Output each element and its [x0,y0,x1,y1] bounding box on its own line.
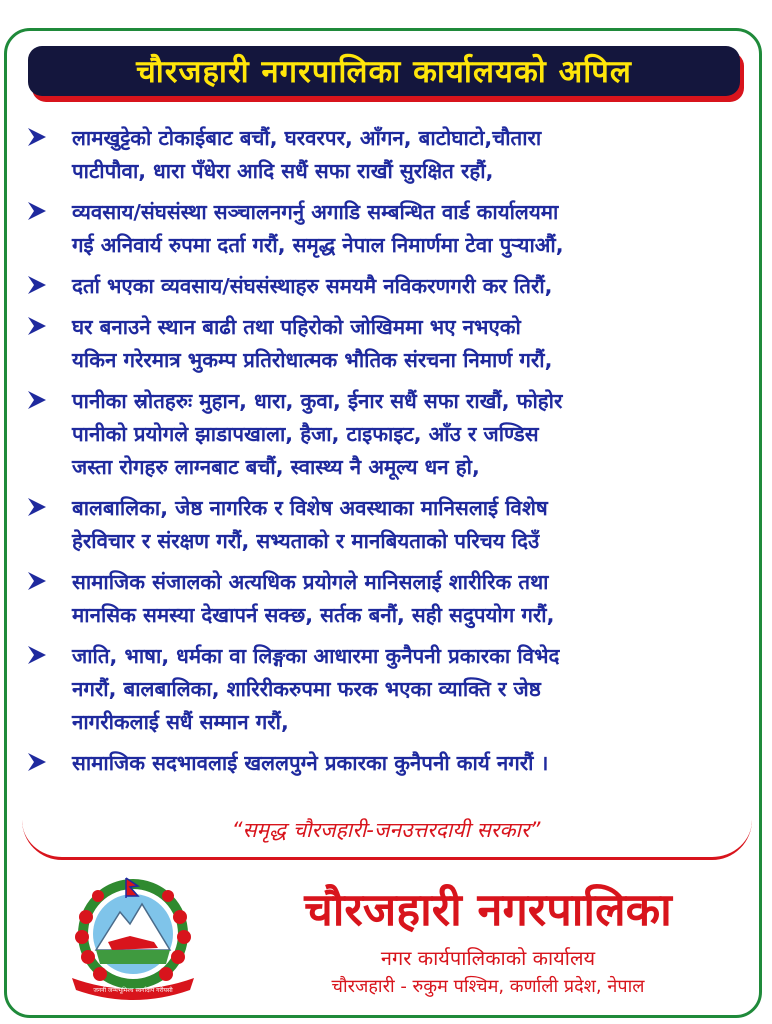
appeal-item [26,566,762,632]
page-title: चौरजहारी नगरपालिका कार्यालयको अपिल [136,54,632,90]
appeal-item [26,492,762,558]
organization-name: चौरजहारी नगरपालिका [304,883,672,936]
arrow-right-icon [26,644,48,666]
arrow-right-icon [26,315,48,337]
motto-text: “समृद्ध चौरजहारी-जनउत्तरदायी सरकार” [231,818,541,842]
appeal-item [26,270,762,303]
appeal-text: दर्ता भएका व्यवसाय/संघसंस्थाहरु समयमै नविकरणगरी कर तिरौं, [72,274,553,298]
appeal-text: घर बनाउने स्थान बाढी तथा पहिरोको जोखिममा भए नभएको यकिन गरेरमात्र भुकम्प प्रतिरोधात्मक भौतिक संरचना निमार्ण गरौं, [72,315,553,372]
arrow-right-icon [26,274,48,296]
appeal-text: बालबालिका, जेष्ठ नागरिक र विशेष अवस्थाका मानिसलाई विशेष हेरविचार र संरक्षण गरौं, सभ्यताको र मानबियताको परिचय दिउँ [72,496,548,553]
appeal-text: जाति, भाषा, धर्मका वा लिङ्गका आधारमा कुनैपनी प्रकारका विभेद नगरौं, बालबालिका, शारिरीकरुपमा फरक भएका व्याक्ति र जेष्ठ नागरीकलाई सधैं सम्मान गरौं, [72,644,560,734]
arrow-right-icon [26,751,48,773]
arrow-right-icon [26,126,48,148]
appeal-text: लामखुट्टेको टोकाईबाट बचौं, घरवरपर, आँगन, बाटोघाटो,चौतारा पाटीपौवा, धारा पँधेरा आदि सधैं सफा राखौं सुरक्षित रहौं, [72,126,542,183]
arrow-right-icon [26,570,48,592]
appeal-item [26,747,762,780]
appeal-item [26,196,762,262]
arrow-right-icon [26,496,48,518]
office-name: नगर कार्यपालिकाको कार्यालय [380,946,596,970]
title-banner [28,46,740,96]
office-address: चौरजहारी - रुकुम पश्चिम, कर्णाली प्रदेश, नेपाल [331,976,645,997]
appeal-item [26,385,762,484]
appeal-item [26,122,762,188]
nepal-emblem-icon [58,872,208,1002]
appeal-item [26,640,762,739]
appeal-text: सामाजिक संजालको अत्यधिक प्रयोगले मानिसलाई शारीरिक तथा मानसिक समस्या देखापर्न सक्छ, सर्तक बनौं, सही सदुपयोग गरौं, [72,570,555,627]
emblem-motto: जननी जन्मभूमिश्च स्वर्गादपि गरीयसी [93,987,173,994]
appeal-item [26,311,762,377]
appeal-text: व्यवसाय/संघसंस्था सञ्चालनगर्नु अगाडि सम्बन्धित वार्ड कार्यालयमा गई अनिवार्य रुपमा दर्ता गरौं, समृद्ध नेपाल निमार्णमा टेवा पुऱ्याऔं, [72,200,564,257]
appeal-list [26,122,762,788]
appeal-text: पानीका स्रोतहरुः मुहान, धारा, कुवा, ईनार सधैं सफा राखौं, फोहोर पानीको प्रयोगले झाडापखाला, हैजा, टाइफाइट, आँउ र जण्डिस जस्ता रोगहरु लाग्नबाट बचौं, स्वास्थ्य नै अमूल्य धन हो, [72,389,563,479]
arrow-right-icon [26,389,48,411]
appeal-text: सामाजिक सदभावलाई खललपुग्ने प्रकारका कुनैपनी कार्य नगरौं । [72,751,549,775]
arrow-right-icon [26,200,48,222]
